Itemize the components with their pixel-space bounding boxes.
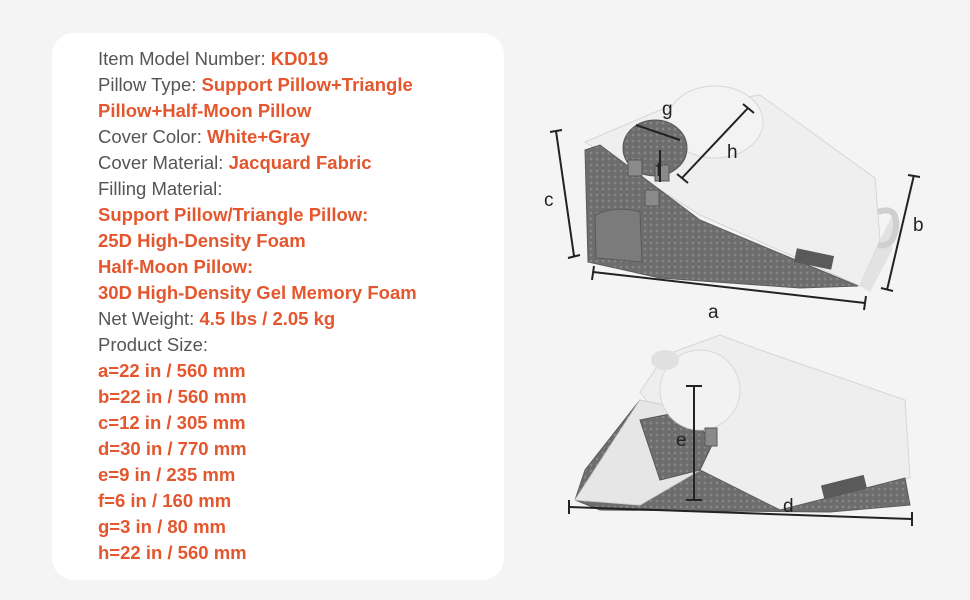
dim-label-d: d: [783, 496, 794, 517]
cover-color-label: Cover Color:: [98, 126, 207, 147]
side-pocket: [595, 209, 642, 262]
pillow-type-label: Pillow Type:: [98, 74, 202, 95]
weight-value: 4.5 lbs / 2.05 kg: [199, 308, 336, 329]
dim-label-b: b: [913, 215, 924, 236]
dim-label-c: c: [544, 190, 554, 211]
dim-label-e: e: [676, 430, 687, 451]
size-a-value: a=22 in / 560 mm: [98, 360, 246, 381]
dim-label-h: h: [727, 142, 738, 163]
size-h-value: h=22 in / 560 mm: [98, 542, 247, 563]
size-g-value: g=3 in / 80 mm: [98, 516, 227, 537]
filling-value-1: Support Pillow/Triangle Pillow:: [98, 204, 369, 225]
model-value: KD019: [270, 48, 329, 69]
strap-2: [645, 190, 659, 206]
weight-label: Net Weight:: [98, 308, 200, 329]
filling-value-3: Half-Moon Pillow:: [98, 256, 254, 277]
pillow-type-value: Support Pillow+Triangle: [201, 74, 413, 95]
bottom-roll-end: [651, 350, 679, 370]
dim-label-g: g: [662, 99, 673, 120]
bottom-strap: [705, 428, 717, 446]
strap-1: [628, 160, 642, 176]
size-c-value: c=12 in / 305 mm: [98, 412, 246, 433]
filling-value-4: 30D High-Density Gel Memory Foam: [98, 282, 417, 303]
dim-label-a: a: [708, 302, 719, 323]
bottom-wedge-pillow: [575, 335, 910, 512]
size-label: Product Size:: [98, 334, 209, 355]
filling-label: Filling Material:: [98, 178, 223, 199]
filling-value-2: 25D High-Density Foam: [98, 230, 306, 251]
size-e-value: e=9 in / 235 mm: [98, 464, 236, 485]
cover-material-value: Jacquard Fabric: [228, 152, 372, 173]
size-f-value: f=6 in / 160 mm: [98, 490, 232, 511]
size-d-value: d=30 in / 770 mm: [98, 438, 247, 459]
cover-color-value: White+Gray: [206, 126, 311, 147]
cover-material-label: Cover Material:: [98, 152, 229, 173]
model-label: Item Model Number:: [98, 48, 271, 69]
dim-label-f: f: [656, 160, 662, 181]
size-b-value: b=22 in / 560 mm: [98, 386, 247, 407]
pillow-type-value-2: Pillow+Half-Moon Pillow: [98, 100, 312, 121]
